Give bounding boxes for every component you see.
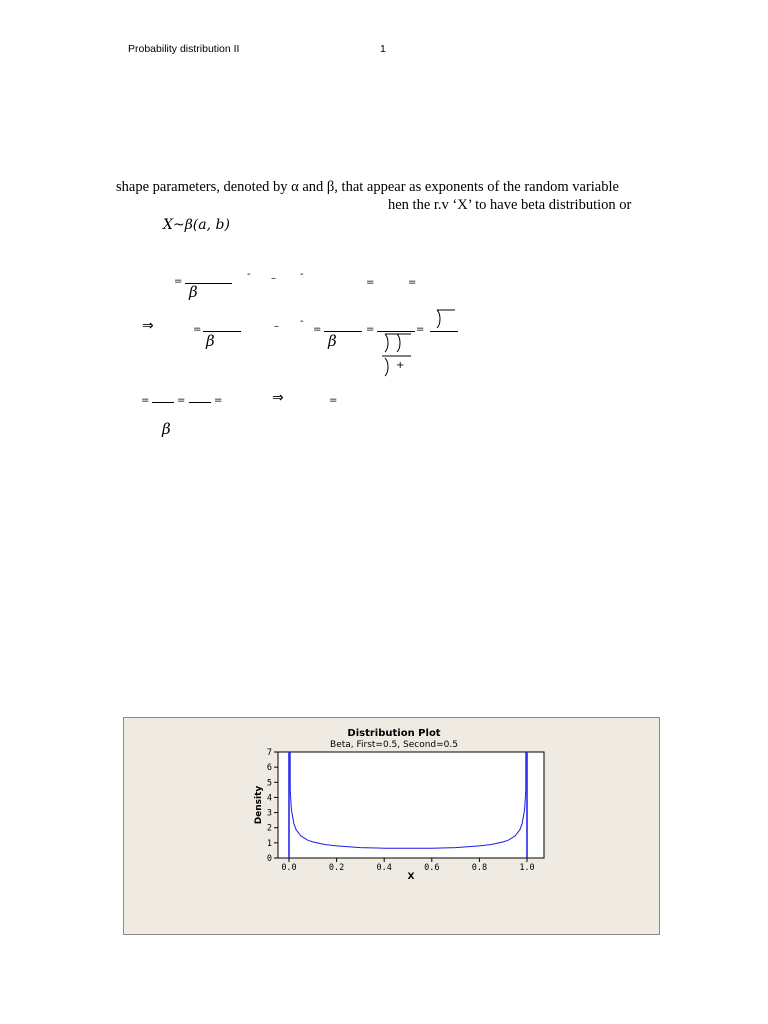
y-tick-label: 7 (266, 748, 272, 758)
eq-sign: = (214, 395, 223, 406)
chart-subtitle: Beta, First=0.5, Second=0.5 (330, 740, 458, 750)
minus-sign: – (274, 321, 279, 332)
x-tick-label: 0.4 (376, 863, 392, 873)
beta-symbol: β (328, 332, 337, 350)
body-line-1: shape parameters, denoted by α and β, that appear as exponents of the random variable (116, 179, 619, 195)
beta-symbol: β (162, 420, 171, 438)
header-title: Probability distribution II (128, 43, 240, 55)
plus-sign: + (396, 360, 405, 371)
x-tick-label: 0.8 (471, 863, 488, 873)
fraction-bar (189, 402, 211, 403)
implies-arrow: ⇒ (142, 318, 154, 334)
y-tick-label: 2 (266, 823, 272, 834)
minus-sign: - (247, 269, 251, 280)
eq-sign: = (366, 277, 375, 288)
x-tick-label: 0.6 (424, 863, 440, 873)
minus-sign: - (300, 316, 304, 327)
minus-sign: - (300, 269, 304, 280)
x-tick-label: 1.0 (519, 863, 535, 873)
x-tick-label: 0.0 (281, 863, 297, 873)
beta-symbol: β (206, 332, 215, 350)
y-tick-label: 6 (266, 763, 272, 774)
beta-notation: X~β(a, b) (163, 217, 230, 233)
eq-sign: = (366, 324, 375, 335)
y-axis-label: Density (254, 785, 264, 825)
eq-sign: = (174, 276, 183, 287)
y-tick-label: 5 (266, 778, 272, 789)
x-axis-label: X (407, 872, 415, 882)
y-tick-label: 1 (266, 838, 272, 849)
eq-sign: = (177, 395, 186, 406)
eq-sign: = (141, 395, 150, 406)
y-tick-label: 0 (266, 854, 272, 864)
radical-fragments (375, 304, 465, 384)
eq-sign: = (329, 395, 338, 406)
fraction-bar (152, 402, 174, 403)
y-tick-label: 4 (266, 793, 272, 804)
eq-sign: = (193, 324, 202, 335)
beta-symbol: β (189, 283, 198, 301)
body-line-2: hen the r.v ‘X’ to have beta distribution or (388, 197, 632, 213)
eq-sign: = (313, 324, 322, 335)
chart-title: Distribution Plot (347, 728, 441, 739)
minus-sign: – (271, 273, 276, 284)
eq-sign: = (408, 277, 417, 288)
eq-sign: = (416, 324, 425, 335)
chart-canvas (124, 718, 659, 934)
distribution-plot (123, 717, 660, 935)
x-tick-label: 0.2 (328, 863, 345, 873)
implies-arrow: ⇒ (272, 390, 284, 406)
y-tick-label: 3 (266, 808, 272, 819)
page-number: 1 (380, 43, 386, 55)
